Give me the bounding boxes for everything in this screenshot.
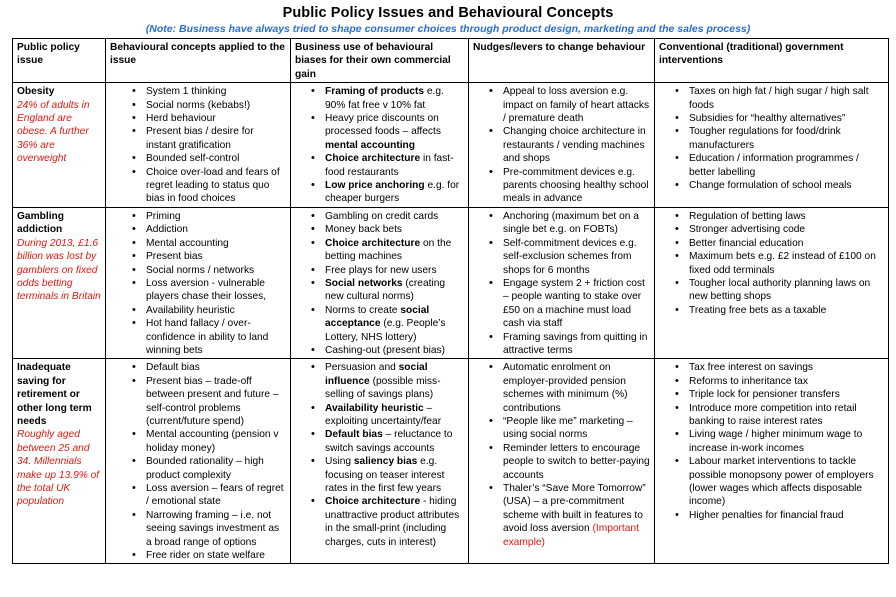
list-item	[295, 85, 464, 112]
list-text: Money back bets	[325, 224, 403, 236]
list-item	[295, 210, 464, 223]
list-item: • Treating free bets as a taxable	[659, 304, 884, 317]
list-item	[295, 179, 464, 206]
issue-title: Gambling addiction	[17, 210, 64, 236]
list-item: • Reforms to inheritance tax	[659, 375, 884, 388]
list-item: • Free rider on state welfare	[110, 549, 286, 562]
list-text: on the betting machines	[325, 237, 452, 263]
list-item: • Mental accounting	[110, 237, 286, 250]
list-text: Gambling on credit cards	[325, 210, 439, 222]
policy-table	[12, 38, 889, 564]
issue-stat: During 2013, £1.6 billion was lost by gamblers on fixed odds betting terminals in Britain	[17, 237, 101, 303]
list-item: • Present bias	[110, 250, 286, 263]
bold-term: Social networks	[325, 277, 403, 289]
conventional-list	[659, 85, 884, 192]
list-item: • Mental accounting (pension v holiday money)	[110, 428, 286, 455]
list-item	[295, 428, 464, 455]
list-item: • Addiction	[110, 223, 286, 236]
list-item: • Education / information programmes / better labelling	[659, 152, 884, 179]
issue-stat: Roughly aged between 25 and 34. Millennials make up 13.9% of the total UK population	[17, 429, 100, 508]
list-text: e.g. 90% fat free v 10% fat	[325, 86, 444, 111]
table-header-row	[13, 39, 889, 83]
list-item: • Introduce more competition into retail banking to raise interest rates	[659, 402, 884, 429]
list-item: • Availability heuristic	[110, 304, 286, 317]
list-text: e.g. focusing on teaser interest rates in the first few years	[325, 456, 445, 494]
list-item: • Anchoring (maximum bet on a single bet e.g. on FOBTs)	[473, 210, 650, 237]
bold-term: Availability heuristic	[325, 402, 424, 414]
header-issue: Public policy issue	[13, 39, 106, 83]
important-note: (Important example)	[503, 523, 639, 548]
table-row-obesity	[13, 83, 889, 208]
nudges-cell	[469, 83, 655, 208]
list-item: • Herd behaviour	[110, 112, 286, 125]
list-item: • Loss aversion - vulnerable players chase their losses,	[110, 277, 286, 304]
list-item: • Priming	[110, 210, 286, 223]
list-item: • Regulation of betting laws	[659, 210, 884, 223]
concepts-cell	[106, 359, 291, 564]
issue-cell	[13, 83, 106, 208]
bold-term: Default bias	[325, 429, 383, 441]
list-item: • Narrowing framing – i.e. not seeing savings investment as a broad range of options	[110, 509, 286, 549]
list-item: • Tougher regulations for food/drink manufacturers	[659, 125, 884, 152]
list-item	[295, 402, 464, 429]
concepts-list	[110, 85, 286, 206]
list-item: • System 1 thinking	[110, 85, 286, 98]
list-item: • Better financial education	[659, 237, 884, 250]
issue-title: Obesity	[17, 86, 55, 98]
list-item: • Framing savings from quitting in attractive terms	[473, 331, 650, 358]
list-item: • Maximum bets e.g. £2 instead of £100 on fixed odd terminals	[659, 250, 884, 277]
subtitle-note: (Note: Business have always tried to shape consumer choices through product design, marketing and the sales process)	[145, 23, 751, 35]
list-item: • Stronger advertising code	[659, 223, 884, 236]
list-item: • Change formulation of school meals	[659, 179, 884, 192]
list-item	[295, 455, 464, 495]
list-item: • Social norms / networks	[110, 264, 286, 277]
list-item: • Bounded rationality – high product complexity	[110, 455, 286, 482]
list-item: • Tax free interest on savings	[659, 361, 884, 374]
header-nudges: Nudges/levers to change behaviour	[469, 39, 655, 83]
header-conventional: Conventional (traditional) government interventions	[655, 39, 889, 83]
list-item	[473, 482, 650, 549]
business-list	[295, 85, 464, 206]
conventional-cell	[655, 359, 889, 564]
list-text: Thaler’s “Save More Tomorrow” (USA) – a pre-commitment scheme with built in features to avoid loss aversion	[503, 483, 646, 535]
list-item: • Reminder letters to encourage people to switch to better-paying accounts	[473, 442, 650, 482]
page-title: Public Policy Issues and Behavioural Concepts	[282, 5, 614, 21]
conventional-cell	[655, 83, 889, 208]
list-text: e.g. for cheaper burgers	[325, 180, 460, 205]
business-list	[295, 361, 464, 549]
table-row-saving	[13, 359, 889, 564]
list-item: • Present bias / desire for instant gratification	[110, 125, 286, 152]
list-item: • Self-commitment devices e.g. self-exclusion schemes from shops for 6 months	[473, 237, 650, 277]
list-item: • Living wage / higher minimum wage to increase in-work incomes	[659, 428, 884, 455]
business-cell	[291, 359, 469, 564]
list-text: – exploiting uncertainty/fear	[325, 402, 442, 427]
nudges-list	[473, 210, 650, 357]
list-item: • Choice over-load and fears of regret leading to status quo bias in food choices	[110, 166, 286, 206]
bold-term: Choice architecture	[325, 496, 421, 508]
list-text: (creating new cultural norms)	[325, 277, 446, 303]
bold-term: Low price anchoring	[325, 180, 425, 192]
concepts-list	[110, 361, 286, 562]
list-item: • Automatic enrolment on employer-provided pension schemes with minimum (%) contributions	[473, 361, 650, 415]
list-text: (possible miss-selling of savings plans)	[325, 375, 441, 401]
conventional-list	[659, 210, 884, 317]
list-item: • Tougher local authority planning laws on new betting shops	[659, 277, 884, 304]
bold-term: mental accounting	[325, 139, 416, 151]
issue-title: Inadequate saving for retirement or other long term needs	[17, 362, 92, 427]
list-item	[295, 223, 464, 236]
list-item: • Taxes on high fat / high sugar / high salt foods	[659, 85, 884, 112]
header-business: Business use of behavioural biases for their own commercial gain	[291, 39, 469, 83]
list-text: Using	[325, 456, 354, 468]
list-item: • Triple lock for pensioner transfers	[659, 388, 884, 401]
list-item: • Pre-commitment devices e.g. parents choosing healthy school meals in advance	[473, 166, 650, 206]
list-item	[295, 277, 464, 304]
list-item	[295, 361, 464, 401]
concepts-cell	[106, 83, 291, 208]
list-item	[295, 237, 464, 264]
list-item: • Labour market interventions to tackle possible monopsony power of employers (lower wages which affects disposable income)	[659, 455, 884, 509]
list-text: Cashing-out (present bias)	[325, 344, 446, 356]
bold-term: social acceptance	[325, 304, 430, 330]
issue-cell	[13, 207, 106, 358]
nudges-cell	[469, 207, 655, 358]
list-item: • Higher penalties for financial fraud	[659, 509, 884, 522]
table-row-gambling	[13, 207, 889, 358]
list-item: • Hot hand fallacy / over-confidence in ability to land winning bets	[110, 317, 286, 357]
list-item: • Engage system 2 + friction cost – people wanting to stake over £50 on a machine must load cash via staff	[473, 277, 650, 331]
bold-term: saliency bias	[353, 456, 418, 468]
list-item	[295, 264, 464, 277]
list-text: Norms to create	[325, 304, 401, 316]
list-text: Persuasion and	[325, 362, 399, 374]
business-cell	[291, 207, 469, 358]
list-item: • Present bias – trade-off between present and future – self-control problems (current/future spend)	[110, 375, 286, 429]
issue-stat: 24% of adults in England are obese. A further 36% are overweight	[17, 99, 90, 165]
list-text: (e.g. People’s Lottery, NHS lottery)	[325, 318, 446, 343]
concepts-list	[110, 210, 286, 357]
list-item: • Default bias	[110, 361, 286, 374]
list-item	[295, 304, 464, 344]
list-item: • Loss aversion – fears of regret / emotional state	[110, 482, 286, 509]
list-text: - hiding unattractive product attributes in the small-print (including charges, cuts in interest)	[325, 496, 460, 548]
list-item	[295, 344, 464, 357]
business-cell	[291, 83, 469, 208]
list-text: Free plays for new users	[325, 264, 437, 276]
nudges-list	[473, 85, 650, 206]
list-text: – reluctance to switch savings accounts	[325, 429, 453, 454]
conventional-list	[659, 361, 884, 522]
nudges-cell	[469, 359, 655, 564]
list-item: • Changing choice architecture in restaurants / vending machines and shops	[473, 125, 650, 165]
list-item: • “People like me” marketing – using social norms	[473, 415, 650, 442]
issue-cell	[13, 359, 106, 564]
concepts-cell	[106, 207, 291, 358]
list-item: • Bounded self-control	[110, 152, 286, 165]
header-concepts: Behavioural concepts applied to the issue	[106, 39, 291, 83]
list-item	[295, 152, 464, 179]
business-list	[295, 210, 464, 357]
bold-term: social influence	[325, 362, 428, 387]
bold-term: Choice architecture	[325, 153, 421, 165]
list-item: • Appeal to loss aversion e.g. impact on family of heart attacks / premature death	[473, 85, 650, 125]
list-text: in fast-food restaurants	[325, 153, 454, 178]
list-text: Heavy price discounts on processed foods – affects	[325, 113, 441, 138]
bold-term: Choice architecture	[325, 237, 421, 249]
bold-term: Framing of products	[325, 86, 425, 98]
list-item	[295, 495, 464, 549]
list-item: • Subsidies for “healthy alternatives”	[659, 112, 884, 125]
list-item	[295, 112, 464, 152]
conventional-cell	[655, 207, 889, 358]
nudges-list	[473, 361, 650, 549]
list-item: • Social norms (kebabs!)	[110, 99, 286, 112]
